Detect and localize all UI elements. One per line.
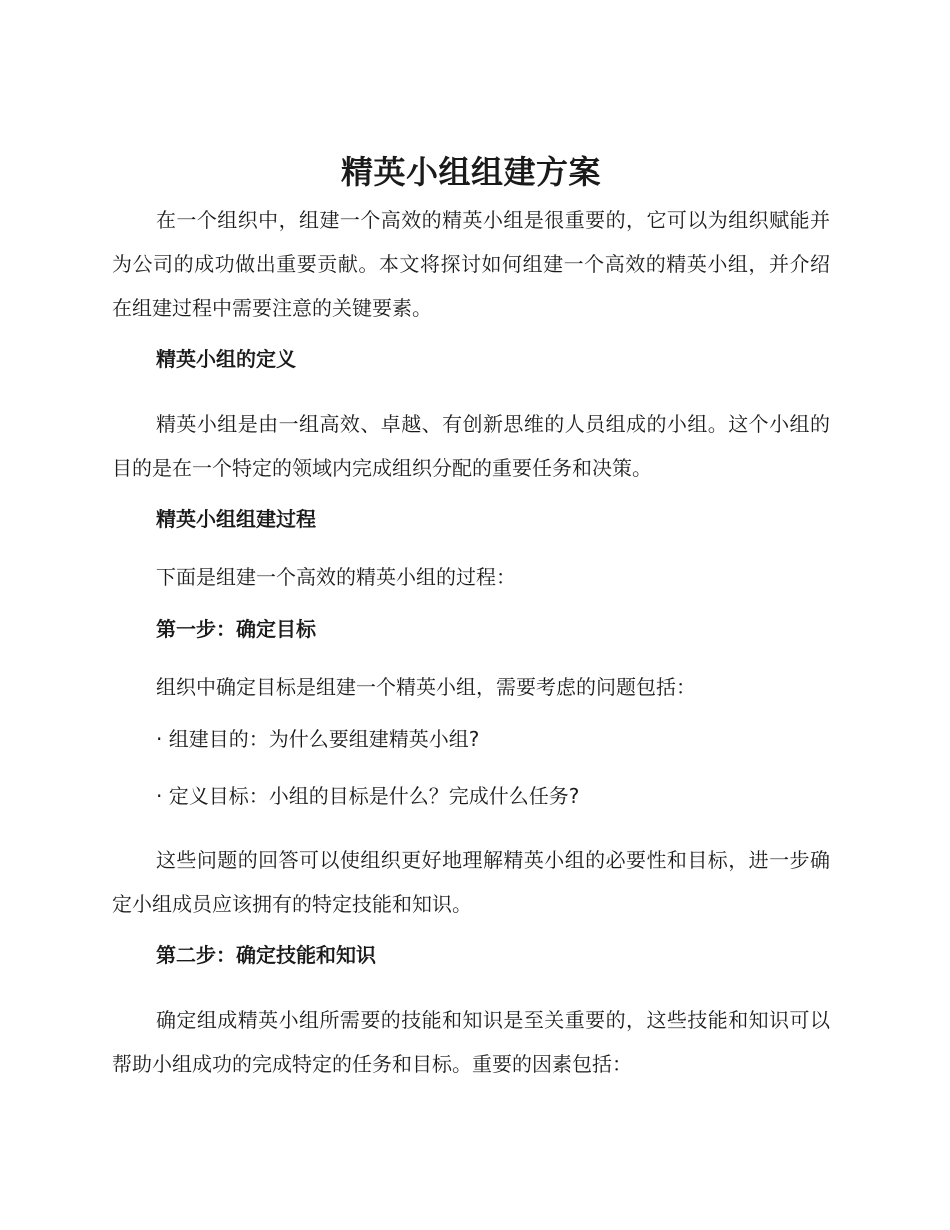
step1-conclusion: 这些问题的回答可以使组织更好地理解精英小组的必要性和目标，进一步确定小组成员应该拥有的特定技能和知识。 [112, 848, 830, 916]
document-title: 精英小组组建方案 [340, 153, 601, 191]
intro-paragraph: 在一个组织中，组建一个高效的精英小组是很重要的，它可以为组织赋能并为公司的成功做出重要贡献。本文将探讨如何组建一个高效的精英小组，并介绍在组建过程中需要注意的关键要素。 [112, 208, 830, 320]
section-heading-definition: 精英小组的定义 [156, 347, 296, 371]
section-heading-process: 精英小组组建过程 [156, 507, 316, 531]
step1-bullet-goal: · 定义目标：小组的目标是什么？完成什么任务? [156, 784, 580, 808]
step1-bullet-purpose: · 组建目的：为什么要组建精英小组? [156, 727, 480, 751]
definition-paragraph: 精英小组是由一组高效、卓越、有创新思维的人员组成的小组。这个小组的目的是在一个特定的领域内完成组织分配的重要任务和决策。 [112, 412, 830, 480]
step1-paragraph: 组织中确定目标是组建一个精英小组，需要考虑的问题包括： [156, 675, 696, 699]
step2-heading: 第二步：确定技能和知识 [156, 943, 376, 967]
process-paragraph: 下面是组建一个高效的精英小组的过程： [156, 565, 516, 589]
step1-heading: 第一步：确定目标 [156, 617, 316, 641]
step2-paragraph: 确定组成精英小组所需要的技能和知识是至关重要的，这些技能和知识可以帮助小组成功的完成特定的任务和目标。重要的因素包括： [112, 1008, 830, 1076]
